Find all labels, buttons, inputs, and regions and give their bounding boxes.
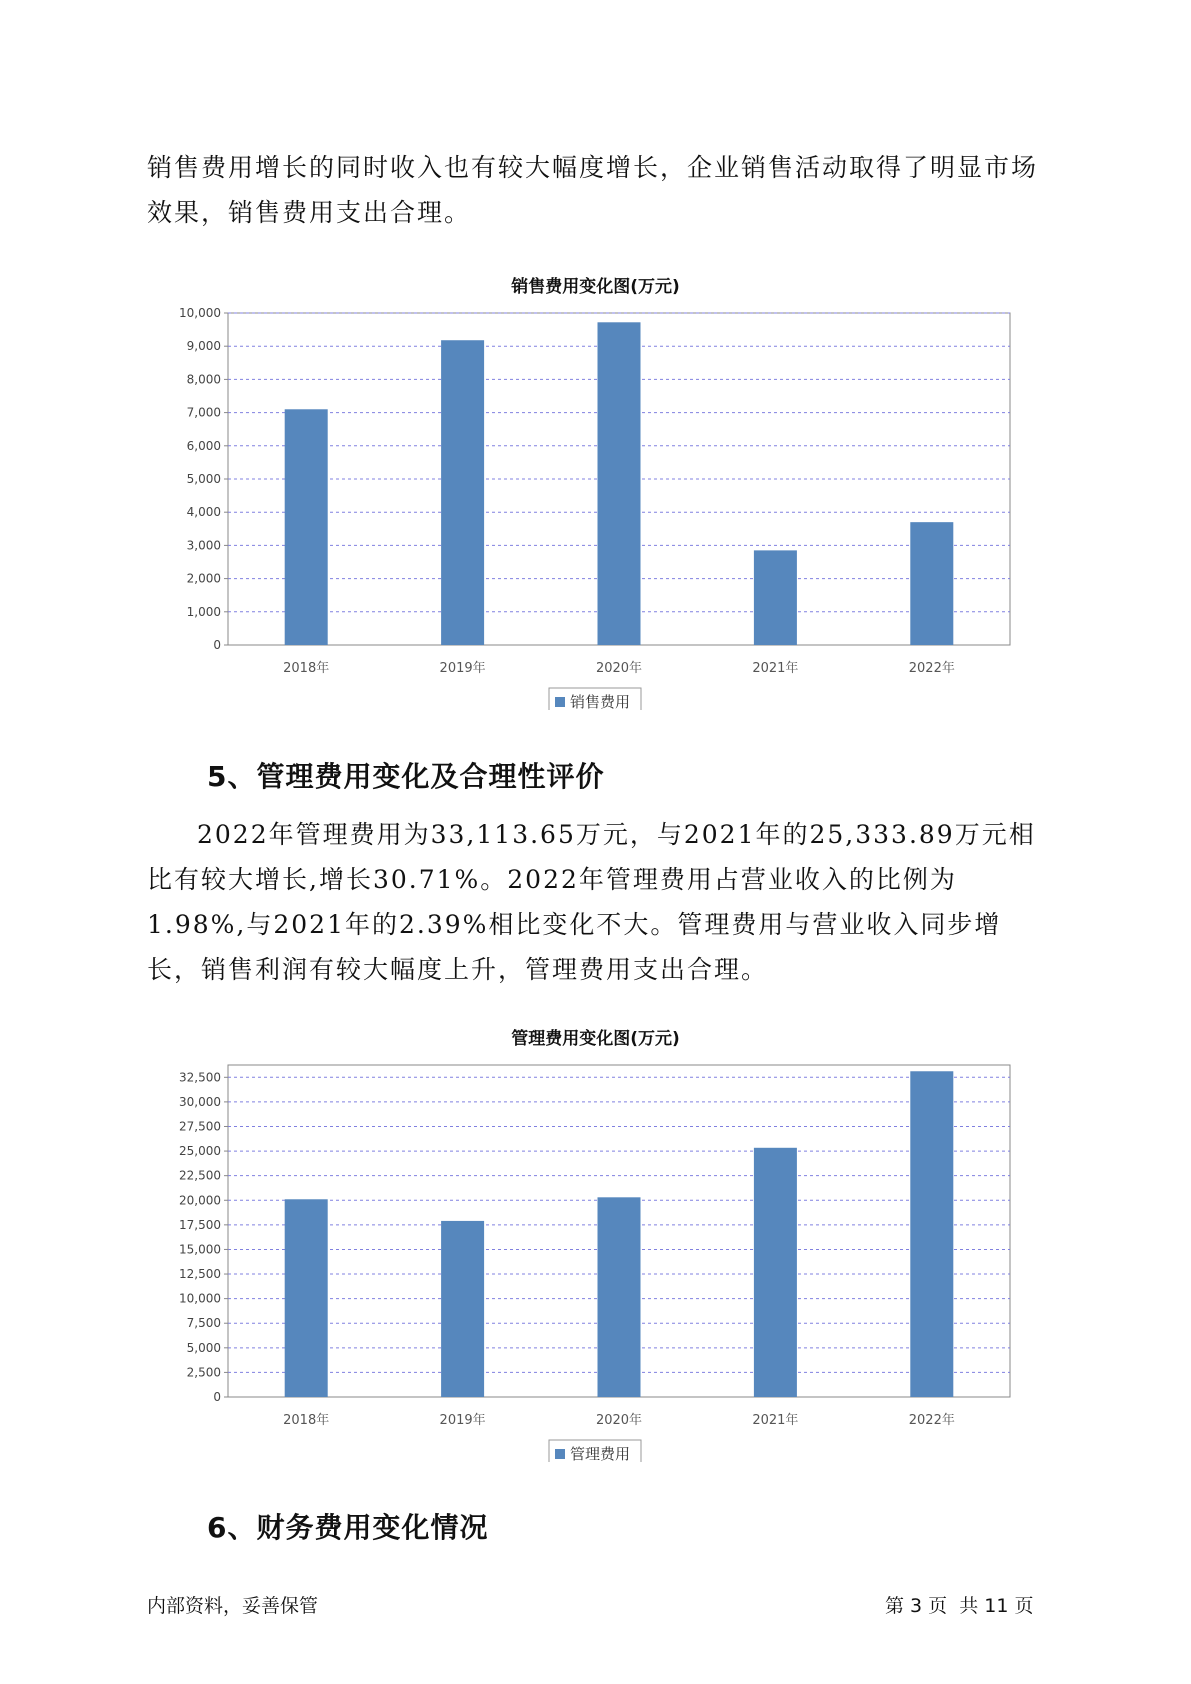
bar-2022年 xyxy=(910,522,953,645)
x-tick-label: 2018年 xyxy=(283,1413,330,1428)
y-tick-label: 3,000 xyxy=(186,538,221,553)
y-tick-label: 10,000 xyxy=(179,306,221,320)
section-5-heading: 5、管理费用变化及合理性评价 xyxy=(207,760,605,793)
bar-2018年 xyxy=(285,409,328,645)
x-tick-label: 2019年 xyxy=(439,661,486,676)
y-tick-label: 1,000 xyxy=(186,604,221,619)
y-tick-label: 5,000 xyxy=(186,472,221,486)
x-tick-label: 2018年 xyxy=(283,661,330,676)
x-tick-label: 2022年 xyxy=(908,1413,955,1428)
sales-expense-chart xyxy=(0,280,1191,710)
x-tick-label: 2021年 xyxy=(752,1413,799,1428)
bar-2022年 xyxy=(910,1071,953,1397)
y-tick-label: 27,500 xyxy=(179,1119,221,1134)
x-tick-label: 2019年 xyxy=(439,1413,486,1428)
bar-2021年 xyxy=(754,1148,797,1397)
x-tick-label: 2020年 xyxy=(595,661,643,676)
page-number: 第 3 页 共 11 页 xyxy=(885,1595,1034,1617)
y-tick-label: 0 xyxy=(213,638,221,652)
y-tick-label: 6,000 xyxy=(186,438,221,453)
y-tick-label: 0 xyxy=(213,1390,221,1404)
bar-2021年 xyxy=(754,550,797,645)
legend xyxy=(549,1440,641,1462)
y-tick-label: 15,000 xyxy=(179,1242,221,1257)
bar-2019年 xyxy=(441,1221,484,1397)
y-tick-label: 32,500 xyxy=(179,1070,221,1085)
intro-paragraph: 销售费用增长的同时收入也有较大幅度增长，企业销售活动取得了明显市场效果，销售费用支出合理。 xyxy=(147,153,1039,227)
footer-note: 内部资料，妥善保管 xyxy=(147,1595,319,1617)
y-tick-label: 22,500 xyxy=(179,1168,221,1183)
bar-2020年 xyxy=(598,322,641,645)
y-tick-label: 10,000 xyxy=(179,1291,221,1306)
x-tick-label: 2020年 xyxy=(595,1413,643,1428)
y-tick-label: 8,000 xyxy=(186,372,221,387)
bar-2019年 xyxy=(441,340,484,645)
y-tick-label: 5,000 xyxy=(186,1340,221,1355)
y-tick-label: 7,000 xyxy=(186,405,221,420)
y-tick-label: 30,000 xyxy=(179,1094,221,1109)
legend-swatch xyxy=(555,1449,565,1459)
y-tick-label: 4,000 xyxy=(186,505,221,520)
x-tick-label: 2021年 xyxy=(752,661,799,676)
y-tick-label: 2,000 xyxy=(186,571,221,586)
mgmt-paragraph: 2022年管理费用为33,113.65万元，与2021年的25,333.89万元相比有较大增长,增长30.71%。2022年管理费用占营业收入的比例为1.98%,与2021年的2.39%相比变化不大。管理费用与营业收入同步增长，销售利润有较大幅度上升，管理费用支出合理。 xyxy=(147,820,1036,984)
legend-label: 管理费用 xyxy=(570,1445,631,1462)
x-tick-label: 2022年 xyxy=(908,661,955,676)
bar-2018年 xyxy=(285,1199,328,1397)
mgmt-expense-chart xyxy=(0,1032,1191,1462)
y-tick-label: 17,500 xyxy=(179,1217,221,1232)
legend-label: 销售费用 xyxy=(570,693,631,710)
bar-2020年 xyxy=(598,1197,641,1397)
y-tick-label: 25,000 xyxy=(179,1144,221,1159)
y-tick-label: 2,500 xyxy=(186,1365,221,1380)
y-tick-label: 20,000 xyxy=(179,1193,221,1208)
legend-swatch xyxy=(555,697,565,707)
legend xyxy=(549,688,641,710)
mgmt-chart-title: 管理费用变化图(万元) xyxy=(511,1029,680,1049)
sales-chart-title: 销售费用变化图(万元) xyxy=(511,277,680,297)
section-6-heading: 6、财务费用变化情况 xyxy=(207,1511,489,1544)
y-tick-label: 12,500 xyxy=(179,1267,221,1282)
y-tick-label: 9,000 xyxy=(186,339,221,354)
y-tick-label: 7,500 xyxy=(186,1316,221,1331)
